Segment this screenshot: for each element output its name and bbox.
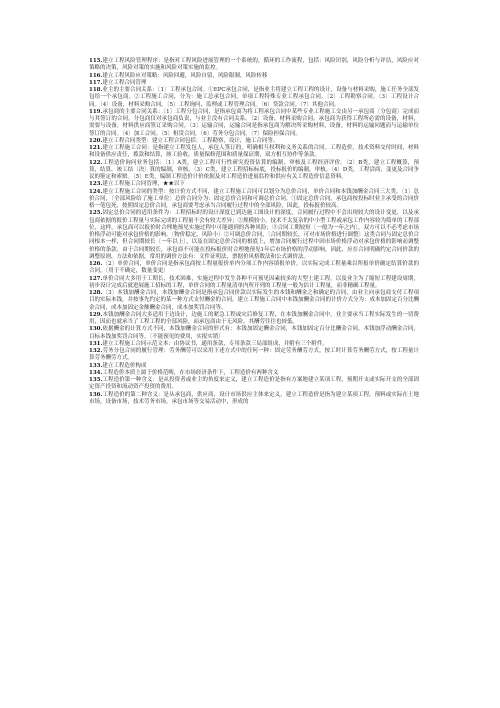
paragraph-text: 单价合同大多用于工期长，技术困难，实施过程中发生各种不可预见因素较多的大型土建工程，以及业主为了缩短工程建设周期，初步设计完成后就进展施工招标的工程，单价合同的工程量清单内所开列的工程量一般为估计工程量，而非精确工程量。	[89, 275, 419, 289]
paragraph-number: 129.	[89, 311, 103, 318]
numbered-paragraph	[89, 341, 419, 348]
paragraph-text: 建立工程风险应对策略：风险回避，风险自留，风险限制，风险转移	[102, 72, 268, 79]
paragraph-number: 117.	[89, 79, 103, 86]
numbered-paragraph	[89, 58, 419, 73]
paragraph-number: 116.	[89, 72, 103, 79]
numbered-paragraph	[89, 326, 419, 341]
numbered-paragraph	[89, 210, 419, 261]
paragraph-text: 建立工程造价构成	[102, 362, 147, 369]
paragraph-text: 建立工程合同管理	[102, 79, 147, 86]
paragraph-number: 125.	[89, 210, 103, 217]
paragraph-number: 122.	[89, 159, 103, 166]
paragraph-text: 工程造价第一种含义：是从投资者或业主的角度来定义，建立工程造价是指有方案地建立某项工程，预期开支或实际开支的全部固定资产投资和流动资产投资的费用。	[89, 377, 419, 391]
numbered-paragraph	[89, 276, 419, 291]
paragraph-number: 130.	[89, 326, 103, 333]
numbered-paragraph	[89, 290, 419, 312]
paragraph-text: 业主的主要合同关系：〔1〕工程承包合同。①EPC承包合同，是指业主将建立工程工程的设计，设备与材料采购，施工任务全部发包给一个承包商。②工程施工合同，分为：施工总承包合同，单项工程特殊专业工程承包合同。〔2〕工程勘察合同。〔3〕工程设计合同。〔4〕设备，材料采购合同。〔5〕工程询问，监理或工程管理合同。〔6〕贷款合同。〔7〕其他合同。	[89, 87, 419, 108]
paragraph-text: 工程造价询问业务包括：〔1〕A类，建立工程可行性研究投资估算的编制，审核及工程经济评价。〔2〕B类，建立工程概算，预算，结算，竣工结〔决〕算的编制，审核。〔3〕C类，建立工程招标标底，投标报价的编制，审核。〔4〕D类，工程洽商，变更及合同争议的鉴定和索赔。〔5〕E类，编制工程造价计价依据及对工程造价进展监控和供应有关工程造价信息资料。	[89, 159, 419, 180]
paragraph-number: 115.	[89, 58, 103, 64]
paragraph-text: 建立工程施工合同的类型：按计价方式不同，建立工程施工合同可以划分为总价合同，单价合同和本钱加酬金合同三大类。〔1〕总价合同，〔全部风险给了施工单位〕总价合同分为：固定总价合同和可调总价合同。①固定总价合同，承包商按投标时业主承受的合同价格一笔包死，按照固定总价合同，承包商要考虑承当合同履行过程中的全部风险，因此，投标报价较高。	[89, 188, 419, 209]
paragraph-text: 建立工程施工合同：是指建立工程发包人，承包人签订的，明确相互权利和义务关系的合同。工程造价，技术资料交付时间，材料和设备供应责任，拨款和结算，竣工验收，质量保修范围和质量保证期，双方相互协作等条款。	[89, 145, 419, 159]
paragraph-number: 124.	[89, 188, 103, 195]
numbered-paragraph	[89, 363, 419, 370]
paragraph-text: 工程造价本质上属于价格范畴，在市场经济条件下，工程造价有两种含义	[102, 369, 279, 376]
numbered-paragraph	[89, 181, 419, 188]
paragraph-number: 126.	[89, 261, 103, 267]
numbered-paragraph	[89, 87, 419, 109]
numbered-paragraph	[89, 392, 419, 407]
numbered-paragraph	[89, 189, 419, 211]
paragraph-number: 133.	[89, 362, 103, 369]
numbered-paragraph	[89, 377, 419, 392]
numbered-paragraph	[89, 312, 419, 327]
paragraph-number: 136.	[89, 391, 103, 398]
numbered-paragraph	[89, 348, 419, 363]
paragraph-text: 建立工程施工合同管理，★★以下	[102, 181, 185, 188]
numbered-paragraph	[89, 370, 419, 377]
paragraph-text: 承包商的主要合同关系：〔1〕工程分包合同，是指承包商为将工程承包合同中某些专业工程施工交由另一承包商〔分包商〕完成而与其签订的合同。分包商仅对承包商负责，与业主没有合同关系。〔2〕设备，材料采购合同。承包商为获得工程所必需的设备，材料，需要与设备，材料供应商签订采购合同。〔3〕运输合同，运输合同是指承包商为解决所采购材料，设备，材料的运输问题而与运输单位签订的合同。〔4〕加工合同。〔5〕租赁合同。〔6〕劳务分包合同。〔7〕保险担保合同。	[89, 108, 419, 137]
paragraph-number: 123.	[89, 181, 103, 188]
paragraph-number: 131.	[89, 340, 103, 347]
paragraph-number: 127.	[89, 275, 103, 282]
paragraph-text: 〔2〕单价合同，单价合同是指承包商按工程量报价单内分项工作内容填报单价，以实际完成工程量乘以所报单价确定结算价款的合同，〔用于不确定，数量变更〕	[89, 261, 419, 275]
paragraph-number: 120.	[89, 137, 103, 144]
paragraph-number: 119.	[89, 108, 103, 115]
paragraph-number: 132.	[89, 348, 103, 354]
paragraph-number: 134.	[89, 369, 103, 376]
paragraph-text: 固定总价合同的适用条件为：工程招标时的设计深度已到达施工图设计的深度，合同履行过程中不会出现较大的设计变更，以及承包商依据的报价工程量与实际完成的工程量不会有较大差异；②规模较小，技术不太复杂的中小型工程或承包工作内容较为简单的工程部位，这样，承包商可以报价时合理地预见实施过程中可能遇到的各种风险；③合同工期较短〔一般为一年之内〕，双方可以不必考虑市场价格浮动可能对承包价格的影响。〔物价稳定，风险小〕②可调总价合同，〔合同期较长，可对市场价格进行调整〕这类合同与固定总价合同根本一样，但合同期较长〔一年以上〕，以及在固定总价合同的根底上，增加合同履行过程中因市场价格浮动对承包价格的影响而调整价格的条款。由于合同期较长，承包商不可能在投标报价时合理地预见1年后市场价格的浮动影响，因此，应在合同明确约定合同价款的调整原则，方法和依据，常用的调价方法有：文件证明法，票据价风格数法和公式调价法。	[89, 210, 420, 260]
numbered-paragraph	[89, 73, 419, 80]
paragraph-number: 128.	[89, 290, 103, 296]
numbered-paragraph	[89, 160, 419, 182]
numbered-paragraph	[89, 80, 419, 87]
document-page	[89, 58, 419, 406]
numbered-paragraph	[89, 145, 419, 160]
numbered-paragraph	[89, 138, 419, 145]
paragraph-text: 建立工程合同类型：建立工程合同包括：工程勘察，设计，施工合同等。	[102, 137, 279, 144]
paragraph-text: 建立工程施工合同示范文本：由协议书，通用条款，专用条款三局部组成，并附有三个附件。	[102, 340, 328, 347]
paragraph-number: 121.	[89, 145, 103, 151]
numbered-paragraph	[89, 109, 419, 138]
paragraph-text: 依据酬金的计算方式不同，本钱加酬金合同的形式有：本钱加固定酬金合同，本钱加固定百分比酬金合同，本钱加浮动酬金合同，目标本钱加奖罚合同等。〔不能预见的费用，实报实销〕	[89, 326, 419, 340]
paragraph-number: 118.	[89, 87, 103, 93]
numbered-paragraph	[89, 261, 419, 276]
paragraph-text: 建立工程风险管理程序：是指对工程风险进展管理的一个系统的，循环的工作流程，包括：风险识别，风险分析与评估，风险应对策略的决策，风险对策的实施和风险对策实施的监控。	[89, 58, 419, 72]
paragraph-text: 劳务分包合同的履行管理：劳务酬劳可以采用下述方式中的任何一种：固定劳务酬劳方式，按工时计算劳务酬劳方式，按工程量计算劳务酬劳方式。	[89, 348, 419, 362]
paragraph-number: 135.	[89, 377, 103, 383]
paragraph-text: 〔3〕本钱加酬金合同，本钱加酬金合同是指承包合同价款以实际发生的本钱和酬金之和确定的合同，由业主向承包商支付工程项目的实际本钱，并按事先约定的某一种方式支付酬金的合同。建立工程施工合同中本钱加酬金合同的计价方式分为：成本加固定百分比酬金合同，成本加固定金额酬金合同，成本加奖罚合同等。	[89, 290, 420, 311]
paragraph-text: 本钱加酬金合同大多适用于边设计，边施工的紧急工程或灾后修复工程，在本钱加酬金合同中，业主要承当工程实际发生的一切费用，因而也就承当了工程工程的全部风险，而承包商由于无风险，其酬劳往往也较低。	[89, 311, 419, 325]
paragraph-text: 工程造价的第二种含义：是从承包商，供应商，设计市场供应主体来定义，建立工程造价是指为建立某项工程，预料或实际在土地市场，设备市场，技术劳务市场，承包市场等交易活动中，形成的	[89, 391, 419, 405]
